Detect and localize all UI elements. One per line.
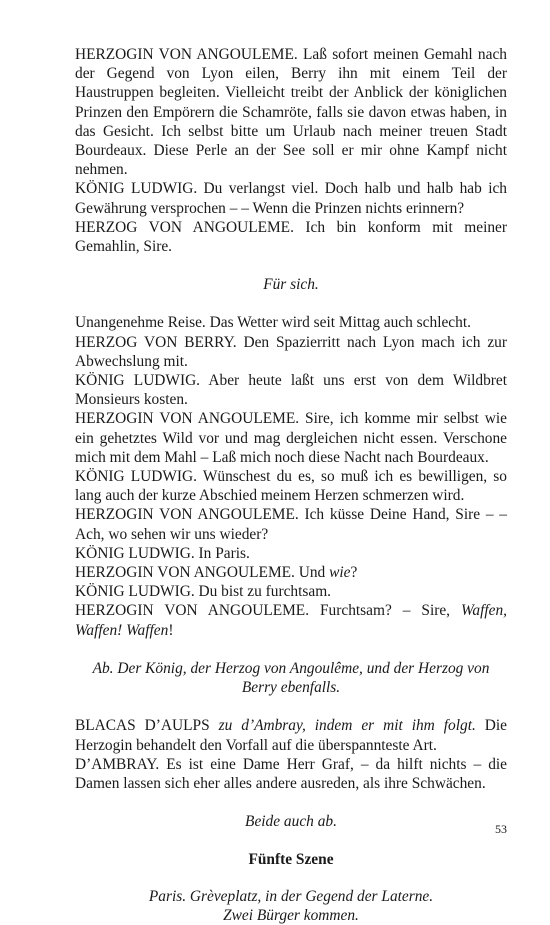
spacer [75, 294, 507, 313]
page-number: 53 [495, 822, 507, 836]
spacer [75, 831, 507, 850]
dialogue-paragraph: HERZOGIN VON ANGOULEME. Sire, ich komme mir selbst wie ein gehetztes Wild vor und mag dergleichen nicht essen. Verschone mich mit dem Mahl – Laß mich noch diese Nacht nach Bourdeaux. [75, 410, 507, 466]
speaker-name: BLACAS D’AULPS [75, 717, 219, 735]
stage-direction: Für sich. [263, 276, 319, 294]
dialogue-paragraph: KÖNIG LUDWIG. Wünschest du es, so muß ich es bewilligen, so lang auch der kurze Abschied meinem Herzen schmerzen wird. [75, 468, 507, 505]
speech-text: HERZOGIN VON ANGOULEME. Furchtsam? – Sire, [75, 602, 461, 620]
spacer [75, 870, 507, 887]
stage-direction-inline: zu d’Ambray, indem er mit ihm folgt. [218, 717, 476, 735]
dialogue-paragraph [75, 716, 507, 754]
emphasis-text: Waffen, Waffen! Waffen [75, 602, 507, 639]
scene-description: Paris. Grèveplatz, in der Gegend der Laterne. [148, 887, 434, 905]
speech-text: ! [168, 621, 174, 639]
spacer [75, 256, 507, 275]
dialogue-paragraph [75, 601, 507, 639]
dialogue-paragraph: HERZOG VON ANGOULEME. Ich bin konform mit meiner Gemahlin, Sire. [75, 218, 507, 256]
page-body [75, 45, 507, 925]
spacer [75, 640, 507, 659]
speech-text: ? [350, 564, 358, 582]
scene-heading: Fünfte Szene [248, 851, 334, 869]
speech-text: HERZOGIN VON ANGOULEME. Und [75, 564, 330, 582]
speech-text: Die Herzogin behandelt den Vorfall auf die überspannteste Art. [75, 717, 508, 754]
stage-direction: Beide auch ab. [245, 813, 337, 831]
dialogue-paragraph: Unangenehme Reise. Das Wetter wird seit Mittag auch schlecht. [75, 314, 471, 332]
scene-description: Zwei Bürger kommen. [223, 906, 359, 924]
dialogue-paragraph [75, 563, 507, 582]
dialogue-paragraph: D’AMBRAY. Es ist eine Dame Herr Graf, – da hilft nichts – die Damen lassen sich eher alles andere ausreden, als ihre Schwächen. [75, 755, 507, 792]
dialogue-paragraph: KÖNIG LUDWIG. Du bist zu furchtsam. [75, 583, 332, 601]
dialogue-paragraph: HERZOGIN VON ANGOULEME. Laß sofort meinen Gemahl nach der Gegend von Lyon eilen, Berry ihn mit einem Teil der Haustruppen begleiten. Vielleicht treibt der Anblick der königlichen Prinzen den Empörern die Schamröte, falls sie davon etwas haben, in das Gesicht. Ich selbst bitte um Urlaub nach meiner treuen Stadt Bourdeaux. Diese Perle an der See soll er mir ohne Kampf nicht nehmen. [75, 46, 507, 179]
dialogue-paragraph: HERZOGIN VON ANGOULEME. Ich küsse Deine Hand, Sire – – Ach, wo sehen wir uns wieder? [75, 506, 507, 543]
spacer [75, 793, 507, 812]
dialogue-paragraph: KÖNIG LUDWIG. Aber heute laßt uns erst von dem Wildbret Monsieurs kosten. [75, 372, 507, 409]
spacer [75, 697, 507, 716]
dialogue-paragraph: KÖNIG LUDWIG. In Paris. [75, 544, 250, 562]
dialogue-paragraph: HERZOG VON BERRY. Den Spazierritt nach Lyon mach ich zur Abwechslung mit. [75, 333, 507, 370]
dialogue-paragraph: KÖNIG LUDWIG. Du verlangst viel. Doch halb und halb hab ich Gewährung versprochen – – Wenn die Prinzen nichts erinnern? [75, 180, 507, 217]
emphasis-text: wie [329, 564, 351, 582]
stage-direction: Ab. Der König, der Herzog von Angoulême, und der Herzog von Berry ebenfalls. [92, 659, 490, 697]
